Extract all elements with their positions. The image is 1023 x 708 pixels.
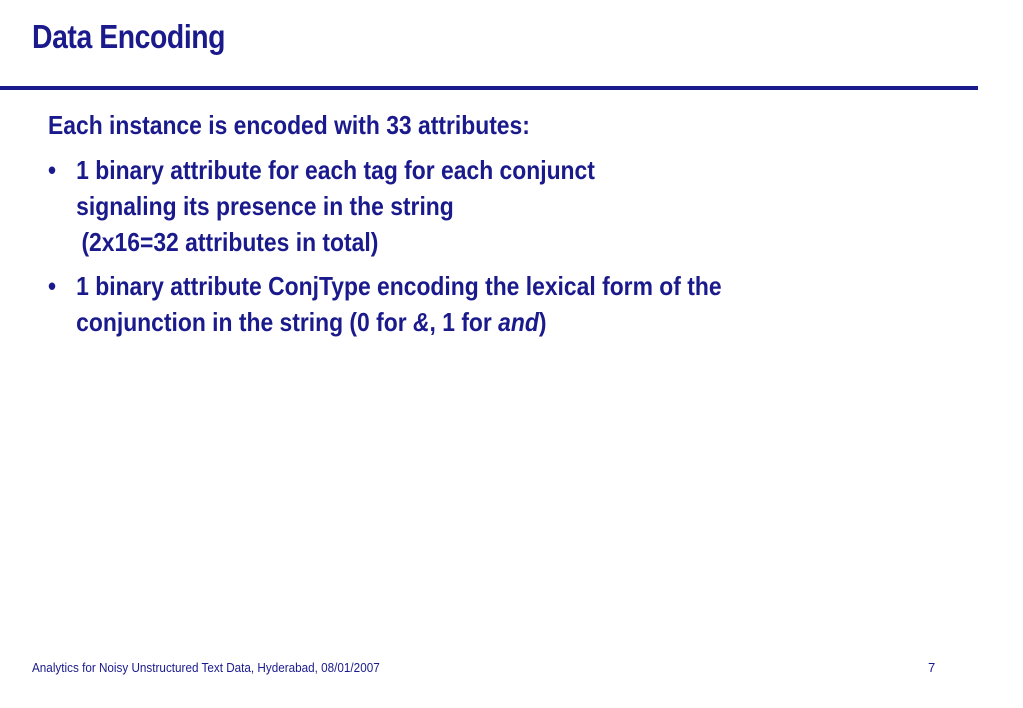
bullet-2-line-2-prefix: conjunction in the string (0 for [76, 307, 413, 337]
bullet-dot-icon: • [48, 271, 57, 301]
slide-title: Data Encoding [32, 18, 226, 55]
page-number: 7 [928, 660, 936, 675]
bullet-item-conjtype-attribute [48, 268, 805, 340]
intro-text: Each instance is encoded with 33 attributes: [48, 110, 530, 140]
bullet-1-line-1: 1 binary attribute for each tag for each conjunct [76, 155, 595, 185]
bullet-2-line-2-suffix: ) [538, 307, 547, 337]
ampersand-symbol: & [412, 307, 430, 337]
bullet-1-line-2: signaling its presence in the string [76, 191, 454, 221]
bullet-2-line-1: 1 binary attribute ConjType encoding the lexical form of the [76, 271, 722, 301]
title-divider [0, 86, 978, 90]
bullet-2-line-2 [76, 304, 805, 340]
slide-content [48, 108, 805, 348]
and-word: and [498, 307, 539, 337]
footer-text: Analytics for Noisy Unstructured Text Data, Hyderabad, 08/01/2007 [32, 660, 380, 675]
bullet-item-tag-attributes [48, 152, 805, 260]
bullet-2-line-2-middle: , 1 for [429, 307, 499, 337]
bullet-list [48, 152, 805, 340]
bullet-1-line-3: (2x16=32 attributes in total) [81, 227, 379, 257]
bullet-dot-icon: • [48, 155, 57, 185]
